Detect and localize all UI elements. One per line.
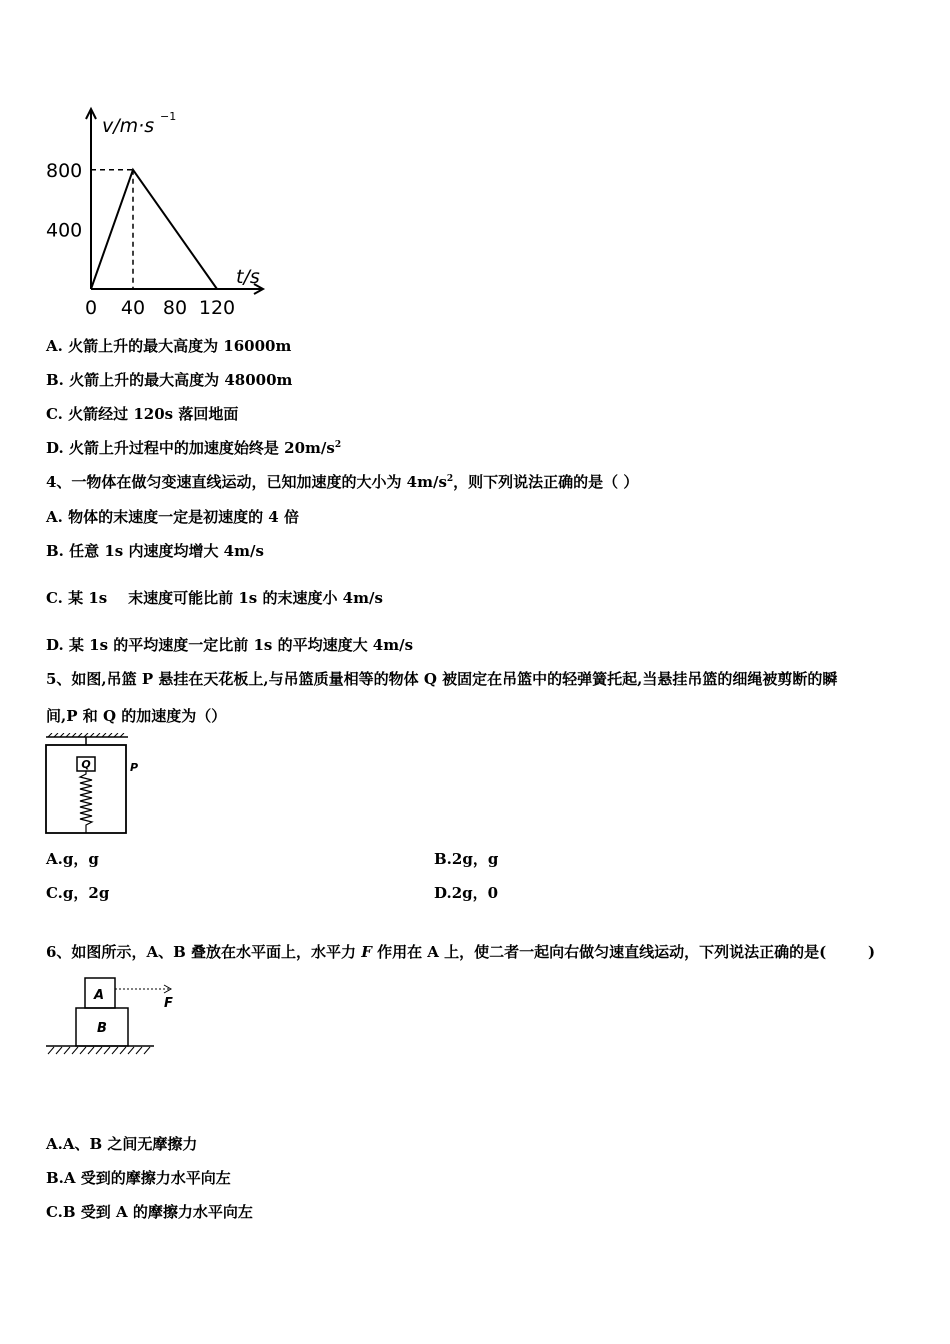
x-tick-label: 120: [198, 297, 236, 319]
basket-spring-figure: [42, 733, 152, 838]
q3-option-c: C. 火箭经过 120s 落回地面: [46, 405, 239, 423]
q5-option-d: D.2g，0: [434, 884, 499, 902]
x-tick-label: 80: [162, 297, 188, 319]
q4-stem-a: 4、一物体在做匀变速直线运动，已知加速度的大小为 4m/s: [46, 473, 447, 491]
q6-stem-f: F: [361, 943, 372, 961]
q4-stem-b: ，则下列说法正确的是（ ）: [453, 473, 639, 491]
q5-stem-line1: 5、如图,吊篮 P 悬挂在天花板上,与吊篮质量相等的物体 Q 被固定在吊篮中的轻弹簧托起,当悬挂吊篮的细绳被剪断的瞬: [46, 670, 838, 688]
y-tick-label: 800: [46, 159, 83, 182]
velocity-line: [91, 170, 217, 289]
q5-option-b: B.2g，g: [434, 850, 499, 868]
y-tick-label: 400: [46, 219, 83, 242]
q6-stem-b: 作用在 A 上，使二者一起向右做匀速直线运动，下列说法正确的是( ): [371, 943, 876, 961]
fig-f-label: F: [164, 996, 173, 1011]
q5-stem-line2: 间,P 和 Q 的加速度为（）: [46, 707, 227, 725]
fig-a-label: A: [93, 988, 105, 1003]
q5-option-c: C.g，2g: [46, 884, 110, 902]
x-axis-label: t/s: [236, 266, 260, 288]
chart-plot-area: [46, 109, 263, 319]
q6-stem: [46, 941, 875, 962]
q6-option-a: A.A、B 之间无摩擦力: [46, 1135, 198, 1153]
q6-stem-a: 6、如图所示，A、B 叠放在水平面上，水平力: [46, 943, 362, 961]
q6-option-c: C.B 受到 A 的摩擦力水平向左: [46, 1203, 253, 1221]
fig-p-label: P: [130, 761, 139, 774]
q4-stem: [46, 471, 638, 492]
q6-option-b: B.A 受到的摩擦力水平向左: [46, 1169, 231, 1187]
fig-q-label: Q: [81, 758, 91, 771]
fig-b-label: B: [97, 1021, 107, 1036]
y-axis-exponent: −1: [160, 110, 177, 123]
q4-stem-sup: 2: [446, 474, 454, 484]
q5-option-a: A.g，g: [46, 850, 99, 868]
x-tick-label: 0: [84, 297, 98, 319]
q3-option-b: B. 火箭上升的最大高度为 48000m: [46, 371, 293, 389]
q3-option-d-text: D. 火箭上升过程中的加速度始终是 20m/s: [46, 439, 335, 457]
q3-option-d-sup: 2: [334, 440, 342, 450]
q4-option-d: D. 某 1s 的平均速度一定比前 1s 的平均速度大 4m/s: [46, 636, 414, 654]
q4-option-b: B. 任意 1s 内速度均增大 4m/s: [46, 542, 264, 560]
blocks-figure: [44, 970, 184, 1062]
x-tick-label: 40: [120, 297, 146, 319]
q4-option-c: C. 某 1s 末速度可能比前 1s 的末速度小 4m/s: [46, 589, 383, 607]
q4-option-a: A. 物体的末速度一定是初速度的 4 倍: [46, 508, 299, 526]
q3-option-d: [46, 437, 341, 458]
y-axis-label: v/m·s: [102, 115, 155, 137]
velocity-time-chart: [40, 100, 280, 322]
q3-option-a: A. 火箭上升的最大高度为 16000m: [46, 337, 292, 355]
